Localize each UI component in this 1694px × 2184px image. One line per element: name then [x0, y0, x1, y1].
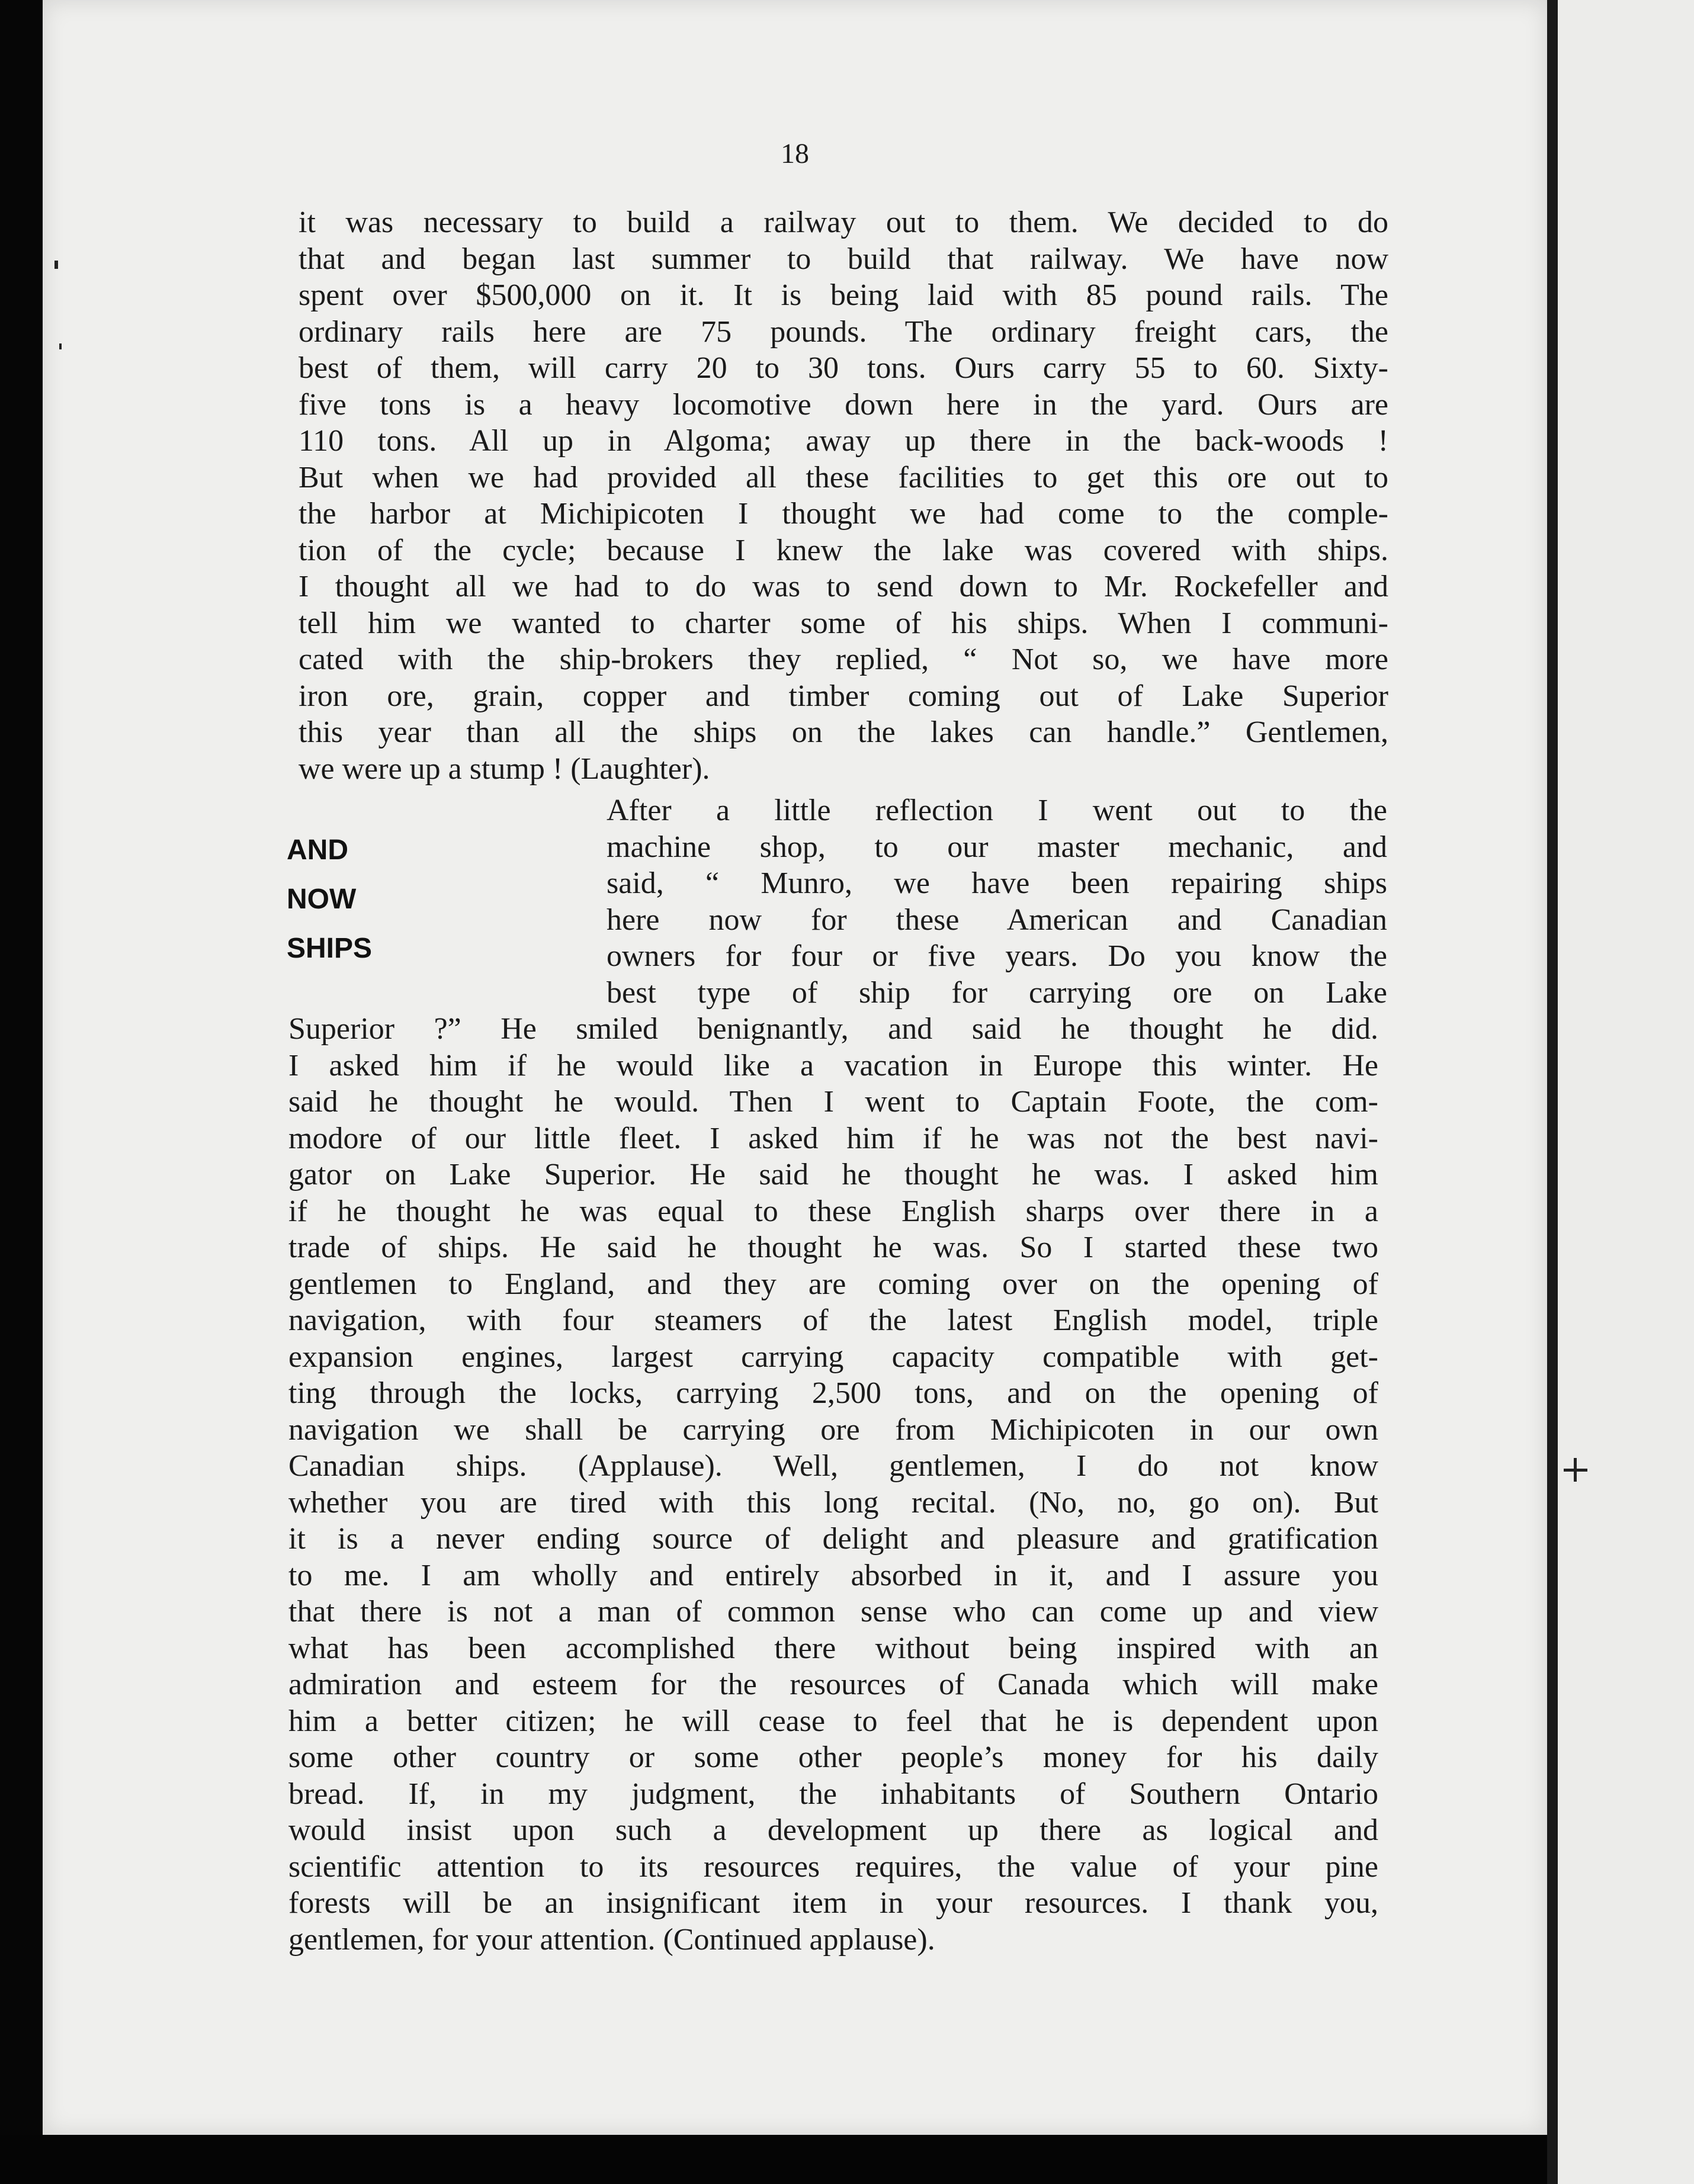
left-edge-speck: [59, 343, 62, 349]
margin-heading-word: AND: [287, 834, 348, 866]
scan-bottom-border: [0, 2135, 1547, 2184]
text-line: 110 tons. All up in Algoma; away up there in the back-woods !: [299, 424, 1388, 458]
text-line: it is a never ending source of delight and pleasure and gratification: [288, 1522, 1378, 1556]
text-line: said, “ Munro, we have been repairing ships: [607, 866, 1387, 900]
text-line: But when we had provided all these facilities to get this ore out to: [299, 460, 1388, 494]
text-line: whether you are tired with this long recital. (No, no, go on). But: [288, 1485, 1378, 1520]
margin-heading-word: NOW: [287, 884, 357, 915]
adjacent-page-strip: [1558, 0, 1694, 2184]
text-line: here now for these American and Canadian: [607, 902, 1387, 937]
text-line: tell him we wanted to charter some of his ships. When I communi-: [299, 606, 1388, 640]
text-line: navigation, with four steamers of the latest English model, triple: [288, 1303, 1378, 1337]
text-line: would insist upon such a development up there as logical and: [288, 1813, 1378, 1847]
text-line: ordinary rails here are 75 pounds. The ordinary freight cars, the: [299, 314, 1388, 349]
text-line: I thought all we had to do was to send down to Mr. Rockefeller and: [299, 570, 1388, 603]
text-line: best type of ship for carrying ore on Lake: [607, 975, 1387, 1010]
text-line: admiration and esteem for the resources of Canada which will make: [288, 1668, 1378, 1701]
text-line: gentlemen, for your attention. (Continued applause).: [288, 1922, 935, 1957]
text-line: said he thought he would. Then I went to Captain Foote, the com-: [288, 1085, 1378, 1119]
text-line: owners for four or five years. Do you know the: [607, 939, 1387, 973]
left-edge-speck: [54, 261, 58, 269]
margin-heading-word: SHIPS: [287, 933, 373, 964]
text-line: some other country or some other people’s money for his daily: [288, 1740, 1378, 1774]
text-line: ting through the locks, carrying 2,500 tons, and on the opening of: [288, 1376, 1378, 1410]
text-line: the harbor at Michipicoten I thought we had come to the comple-: [299, 497, 1388, 531]
text-line: machine shop, to our master mechanic, and: [607, 830, 1387, 864]
text-line: forests will be an insignificant item in your resources. I thank you,: [288, 1886, 1378, 1920]
text-line: we were up a stump ! (Laughter).: [299, 751, 710, 786]
book-page: [43, 0, 1547, 2135]
margin-heading: [287, 826, 372, 973]
text-line: bread. If, in my judgment, the inhabitants of Southern Ontario: [288, 1777, 1378, 1811]
page-gutter-shadow: [1547, 0, 1558, 2184]
text-line: gentlemen to England, and they are coming over on the opening of: [288, 1267, 1378, 1301]
text-line: navigation we shall be carrying ore from Michipicoten in our own: [288, 1412, 1378, 1447]
text-line: I asked him if he would like a vacation in Europe this winter. He: [288, 1048, 1378, 1083]
text-line: this year than all the ships on the lakes can handle.” Gentlemen,: [299, 715, 1388, 749]
text-line: what has been accomplished there without being inspired with an: [288, 1631, 1378, 1665]
text-line: if he thought he was equal to these English sharps over there in a: [288, 1194, 1378, 1228]
text-line: best of them, will carry 20 to 30 tons. Ours carry 55 to 60. Sixty-: [299, 351, 1388, 385]
text-line: tion of the cycle; because I knew the lake was covered with ships.: [299, 533, 1388, 567]
text-line: five tons is a heavy locomotive down here in the yard. Ours are: [299, 387, 1388, 422]
text-line: expansion engines, largest carrying capacity compatible with get-: [288, 1340, 1378, 1374]
text-line: it was necessary to build a railway out to them. We decided to do: [299, 205, 1388, 239]
text-line: him a better citizen; he will cease to feel that he is dependent upon: [288, 1704, 1378, 1738]
text-line: Canadian ships. (Applause). Well, gentlemen, I do not know: [288, 1449, 1378, 1483]
text-line: scientific attention to its resources requires, the value of your pine: [288, 1849, 1378, 1884]
text-line: cated with the ship-brokers they replied, “ Not so, we have more: [299, 643, 1388, 676]
text-line: trade of ships. He said he thought he was. So I started these two: [288, 1231, 1378, 1264]
paragraph-railway: [299, 204, 1388, 787]
paragraph-ships-start: [607, 792, 1387, 1011]
text-line: to me. I am wholly and entirely absorbed in it, and I assure you: [288, 1558, 1378, 1592]
text-line: that and began last summer to build that railway. We have now: [299, 242, 1388, 276]
text-line: iron ore, grain, copper and timber coming out of Lake Superior: [299, 679, 1388, 713]
text-line: spent over $500,000 on it. It is being laid with 85 pound rails. The: [299, 278, 1388, 312]
text-line: After a little reflection I went out to the: [607, 794, 1387, 827]
text-line: that there is not a man of common sense who can come up and view: [288, 1595, 1378, 1629]
text-line: gator on Lake Superior. He said he thought he was. I asked him: [288, 1158, 1378, 1191]
page-number: 18: [781, 138, 809, 169]
text-line: modore of our little fleet. I asked him if he was not the best navi-: [288, 1121, 1378, 1155]
paragraph-ships-continued: [288, 1011, 1378, 1958]
text-line: Superior ?” He smiled benignantly, and said he thought he did.: [288, 1012, 1378, 1046]
binding-mark: [1574, 1458, 1577, 1482]
